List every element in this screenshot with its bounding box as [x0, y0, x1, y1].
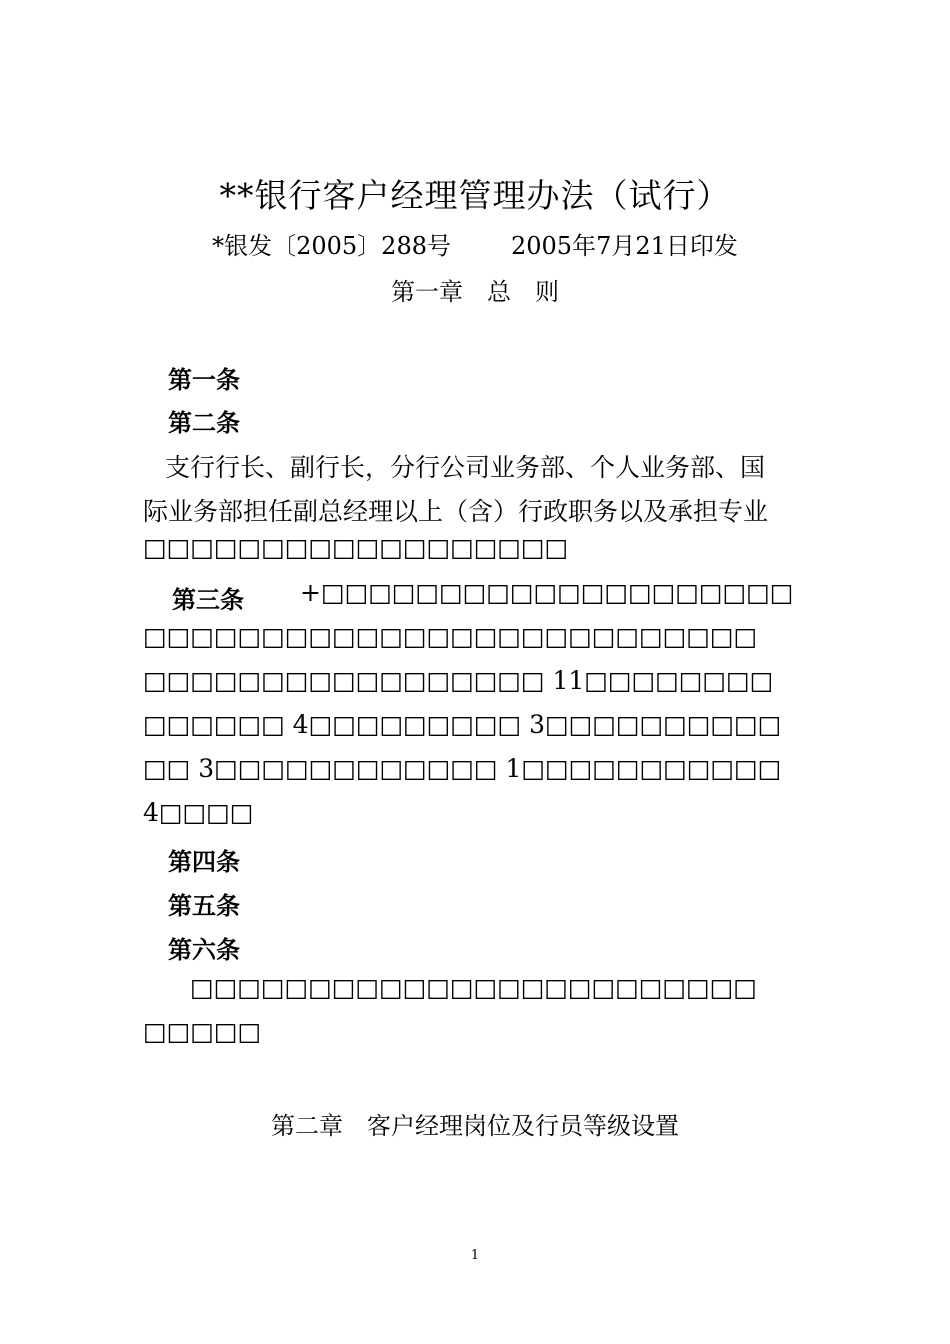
article-3-text-line: +□□□□□□□□□□□□□□□□□□□□	[300, 578, 794, 607]
chapter-1-heading: 第一章 总 则	[391, 278, 559, 306]
article-3-heading: 第三条	[172, 586, 244, 614]
article-3-text-line: □□□□□□ 4□□□□□□□□□ 3□□□□□□□□□□	[143, 710, 782, 739]
page-number: 1	[470, 1248, 480, 1263]
chapter-2-heading: 第二章 客户经理岗位及行员等级设置	[271, 1112, 679, 1140]
article-5-heading: 第五条	[168, 892, 240, 920]
article-2-heading: 第二条	[168, 409, 240, 437]
article-3-text-line: □□□□□□□□□□□□□□□□□□□□□□□□□□	[143, 622, 758, 651]
article-4-heading: 第四条	[168, 848, 240, 876]
article-1-heading: 第一条	[168, 366, 240, 394]
issue-number: *银发〔2005〕288号	[212, 232, 451, 260]
article-3-text-line: 4□□□□	[143, 798, 254, 827]
article-2-text-line: 支行行长、副行长，分行公司业务部、个人业务部、国	[165, 453, 766, 482]
article-6-text-line: □□□□□	[143, 1017, 262, 1046]
article-3-text-line: □□□□□□□□□□□□□□□□□ 11□□□□□□□□	[143, 666, 774, 695]
document-title: **银行客户经理管理办法（试行）	[219, 176, 731, 215]
article-3-text-line: □□ 3□□□□□□□□□□□□ 1□□□□□□□□□□□	[143, 754, 782, 783]
article-2-text-line: □□□□□□□□□□□□□□□□□□	[143, 533, 569, 562]
article-6-heading: 第六条	[168, 936, 240, 964]
issue-line	[0, 226, 950, 261]
article-6-text-line: □□□□□□□□□□□□□□□□□□□□□□□□	[190, 973, 757, 1002]
article-2-text-line: 际业务部担任副总经理以上（含）行政职务以及承担专业	[143, 497, 769, 526]
issue-date: 2005年7月21日印发	[511, 232, 738, 260]
